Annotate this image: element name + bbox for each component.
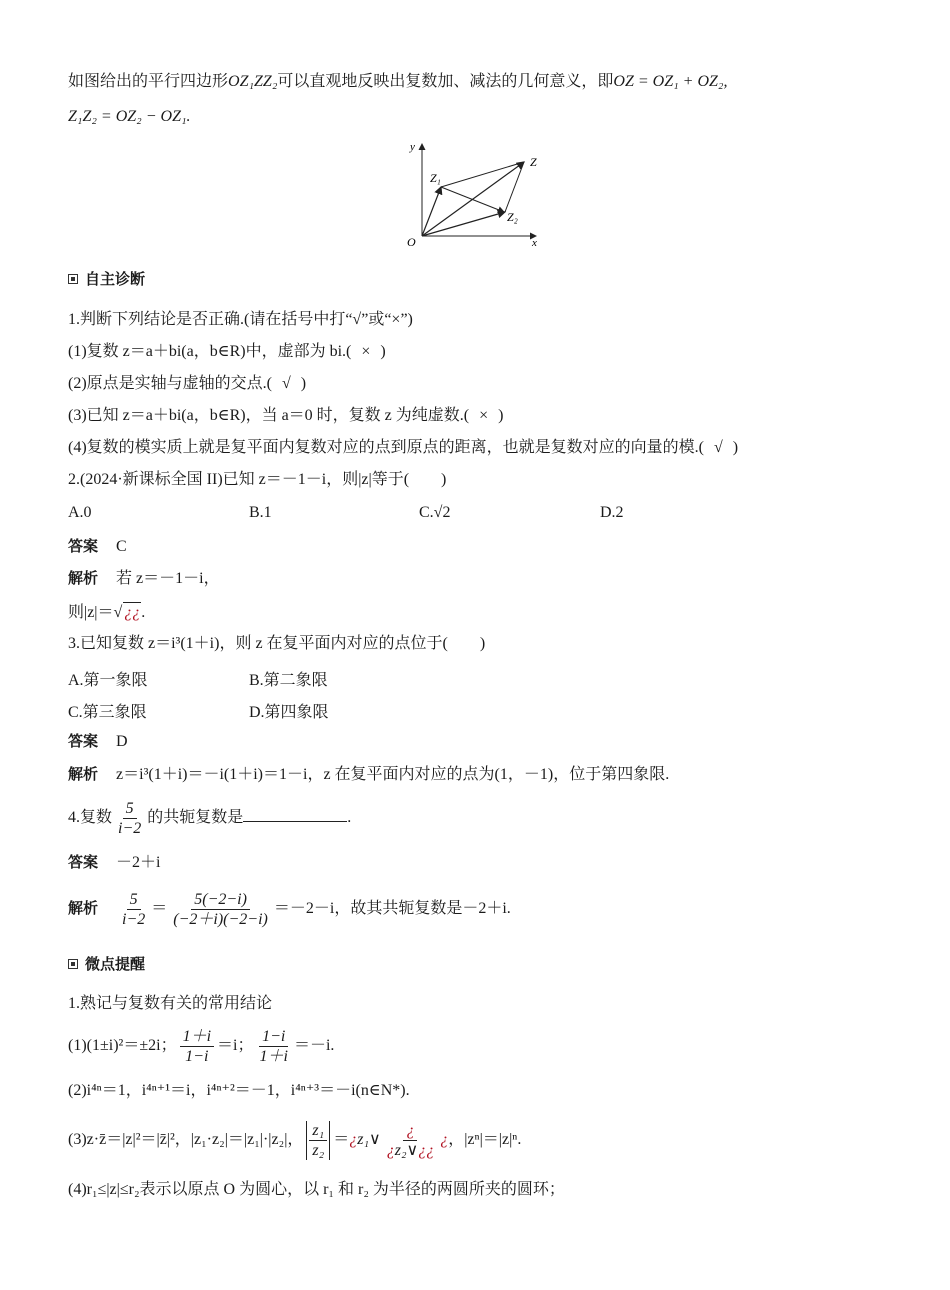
z-label: Z <box>530 155 537 169</box>
section-marker-icon <box>68 274 78 284</box>
q1-item-3 <box>68 406 503 426</box>
q4-fraction <box>115 799 144 838</box>
side-z1z <box>441 162 524 187</box>
analysis-text: 若 z＝－1－i， <box>116 570 220 587</box>
analysis-text: 则|z|＝ <box>68 604 114 621</box>
tip-text: ＝－i. <box>293 1037 335 1054</box>
intro-text-a: 如图给出的平行四边形 <box>68 73 229 90</box>
tip-text: z₁∨ <box>357 1131 381 1148</box>
analysis-fraction-2 <box>170 890 271 929</box>
analysis-label: 解析 <box>68 569 99 587</box>
q1-item-1 <box>68 342 386 362</box>
tip-abs-fraction <box>306 1121 330 1160</box>
q4-stem <box>68 798 351 838</box>
garbled-text: ¿ <box>440 1131 449 1148</box>
sqrt-icon: √ <box>113 604 123 621</box>
answer-blank[interactable] <box>243 807 347 822</box>
intro-text-b: 可以直观地反映出复数加、减法的几何意义，即 <box>277 73 614 90</box>
tip-text: z₂∨ <box>394 1141 419 1159</box>
analysis-label: 解析 <box>68 765 99 783</box>
analysis-text: z＝i³(1＋i)＝－i(1＋i)＝1－i，z 在复平面内对应的点为(1，－1)，位于第四象限. <box>116 766 670 783</box>
q1-item-mark: √ <box>282 375 291 392</box>
q1-item-close: ) <box>380 343 386 360</box>
fraction-numerator: 5(−2−i) <box>191 890 250 910</box>
q2-analysis <box>68 568 220 589</box>
z2-label: Z₂ <box>507 210 518 224</box>
equals-sign: ＝ <box>151 900 168 917</box>
q2-answer <box>68 536 127 557</box>
q1-item-4 <box>68 438 738 458</box>
tip-3 <box>68 1120 521 1160</box>
intro-shape: OZ₁ZZ₂ <box>228 73 278 90</box>
q4-stem-pre: 4.复数 <box>68 809 113 826</box>
q2-option-d: D.2 <box>600 504 624 521</box>
tip-garbled-fraction <box>384 1121 438 1160</box>
analysis-label: 解析 <box>68 899 99 917</box>
answer-value: D <box>116 733 128 750</box>
fraction-numerator: 5 <box>123 799 137 819</box>
section-tips <box>68 953 145 974</box>
garbled-text: ¿¿ <box>418 1141 435 1159</box>
vector-oz2 <box>422 212 505 236</box>
answer-label: 答案 <box>68 537 99 555</box>
q1-item-mark: × <box>479 407 489 424</box>
fraction-numerator: 5 <box>127 890 141 910</box>
analysis-text: ＝－2－i，故其共轭复数是－2＋i. <box>273 900 511 917</box>
q1-item-2 <box>68 374 306 394</box>
parallelogram-figure <box>400 140 550 252</box>
fraction-numerator: 1−i <box>259 1027 288 1047</box>
q3-option-c: C.第三象限 <box>68 704 147 721</box>
q1-item-text: (4)复数的模实质上就是复平面内复数对应的点到原点的距离，也就是复数对应的向量的模.( <box>68 439 704 456</box>
section-marker-icon <box>68 959 78 969</box>
tip-2: (2)i⁴ⁿ＝1，i⁴ⁿ⁺¹＝i，i⁴ⁿ⁺²＝－1，i⁴ⁿ⁺³＝－i(n∈N*). <box>68 1082 410 1099</box>
section-self-diagnosis <box>68 268 145 289</box>
garbled-text: ¿ <box>349 1131 358 1148</box>
garbled-text: ¿¿ <box>124 604 141 621</box>
tip-text: ＝i； <box>217 1037 254 1054</box>
tip-fraction-1 <box>180 1027 214 1066</box>
section-title: 微点提醒 <box>85 955 146 973</box>
origin-label: O <box>407 235 416 249</box>
q3-answer <box>68 731 128 752</box>
answer-label: 答案 <box>68 732 99 750</box>
fraction-numerator: 1＋i <box>180 1027 214 1047</box>
tip-text: ，|zⁿ|＝|z|ⁿ. <box>448 1131 522 1148</box>
fraction-numerator: ¿ <box>403 1121 417 1141</box>
vector-z1z2 <box>441 187 504 212</box>
q1-item-text: (1)复数 z＝a＋bi(a，b∈R)中，虚部为 bi.( <box>68 343 352 360</box>
answer-label: 答案 <box>68 853 99 871</box>
fraction-denominator: 1＋i <box>259 1047 288 1065</box>
y-axis-label: y <box>410 141 415 153</box>
fraction-denominator: 1−i <box>185 1047 209 1065</box>
fraction-numerator: z₁ <box>309 1121 327 1141</box>
q1-item-mark: √ <box>714 439 723 456</box>
answer-value: －2＋i <box>116 854 161 871</box>
q4-answer <box>68 852 160 873</box>
q1-item-text: (3)已知 z＝a＋bi(a，b∈R)，当 a＝0 时，复数 z 为纯虚数.( <box>68 407 470 424</box>
q2-stem: 2.(2024·新课标全国 II)已知 z＝－1－i，则|z|等于( ) <box>68 471 447 488</box>
q4-stem-end: . <box>347 809 352 826</box>
q1-stem: 1.判断下列结论是否正确.(请在括号中打“√”或“×”) <box>68 311 413 328</box>
fraction-denominator: i−2 <box>118 819 142 837</box>
q4-analysis <box>68 888 511 929</box>
fraction-denominator <box>384 1141 438 1160</box>
q1-item-close: ) <box>498 407 504 424</box>
section-title: 自主诊断 <box>85 270 146 288</box>
tip-1 <box>68 1026 334 1066</box>
tip-text: (1)(1±i)²＝±2i； <box>68 1037 177 1054</box>
analysis-end: . <box>141 604 146 621</box>
intro-line-1 <box>68 72 727 92</box>
fraction-denominator: (−2＋i)(−2−i) <box>173 910 268 928</box>
q1-item-text: (2)原点是实轴与虚轴的交点.( <box>68 375 272 392</box>
garbled-text: ¿ <box>386 1141 395 1159</box>
tip-fraction-2 <box>256 1027 290 1066</box>
q2-option-a: A.0 <box>68 504 92 521</box>
q1-item-close: ) <box>732 439 739 456</box>
q3-option-b: B.第二象限 <box>249 672 328 689</box>
equals-sign: ＝ <box>333 1131 350 1148</box>
tips-stem: 1.熟记与复数有关的常用结论 <box>68 995 273 1012</box>
q4-stem-post: 的共轭复数是 <box>147 809 244 826</box>
intro-formula-2: Z₁Z₂ = OZ₂ − OZ₁. <box>68 108 191 125</box>
q1-item-close: ) <box>300 375 307 392</box>
answer-value: C <box>116 538 127 555</box>
tip-4: (4)r₁≤|z|≤r₂表示以原点 O 为圆心，以 r₁ 和 r₂ 为半径的两圆所夹的圆环； <box>68 1181 565 1198</box>
fraction-denominator: z₂ <box>312 1141 325 1159</box>
z1-label: Z₁ <box>430 171 441 185</box>
intro-formula-1: OZ = OZ₁ + OZ₂, <box>613 73 728 90</box>
q1-item-mark: × <box>361 343 371 360</box>
q3-option-d: D.第四象限 <box>249 704 329 721</box>
q3-stem: 3.已知复数 z＝i³(1＋i)，则 z 在复平面内对应的点位于( ) <box>68 635 486 652</box>
q3-analysis <box>68 764 669 785</box>
q2-option-c: C.√2 <box>419 504 451 521</box>
q2-option-b: B.1 <box>249 504 272 521</box>
x-axis-label: x <box>532 237 537 249</box>
tip-text: (3)z·z̄＝|z|²＝|z̄|²，|z₁·z₂|＝|z₁|·|z₂|， <box>68 1131 304 1148</box>
q3-option-a: A.第一象限 <box>68 672 148 689</box>
analysis-fraction-1 <box>119 890 148 929</box>
fraction-denominator: i−2 <box>122 910 146 928</box>
q2-analysis-2 <box>68 602 145 623</box>
